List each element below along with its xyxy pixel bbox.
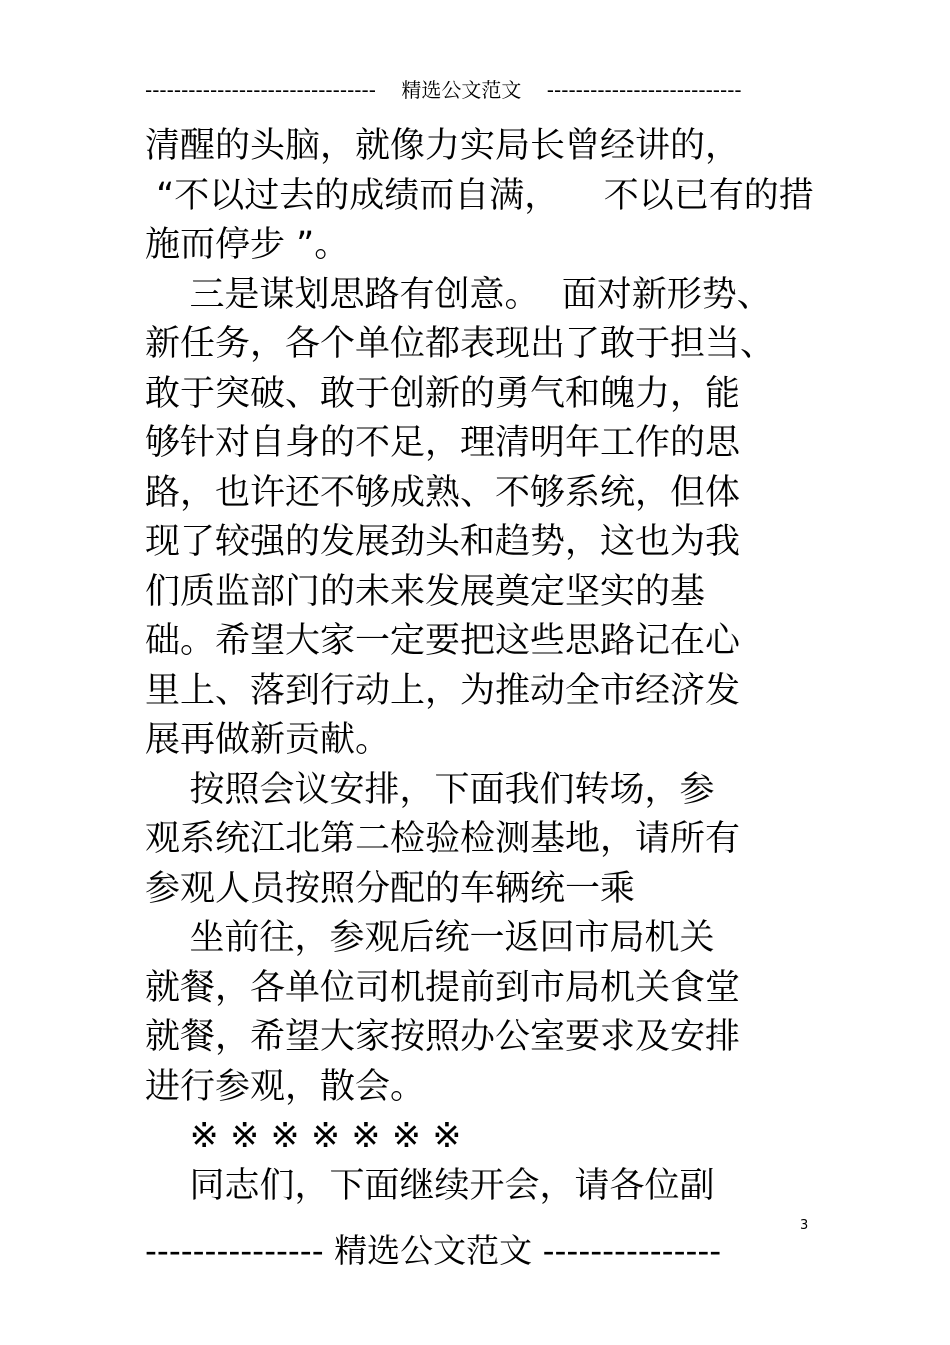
text-line: 三是谋划思路有创意。 面对新形势、 — [145, 274, 772, 315]
section-divider-marks: ※ ※ ※ ※ ※ ※ ※ — [145, 1116, 462, 1156]
text-line: 清醒的头脑，就像力实局长曾经讲的， — [145, 126, 741, 166]
text-line: 同志们，下面继续开会，请各位副 — [145, 1165, 715, 1206]
text-line: 够针对自身的不足，理清明年工作的思 — [145, 423, 741, 463]
text-line: 展再做新贡献。 — [145, 720, 391, 760]
text-line: 参观人员按照分配的车辆统一乘 — [145, 868, 636, 909]
text-line: 路，也许还不够成熟、不够系统，但体 — [145, 472, 741, 513]
text-line: 就餐，各单位司机提前到市局机关食堂 — [145, 967, 741, 1008]
text-line: 里上、落到行动上，为推动全市经济发 — [145, 670, 741, 711]
text-line: 就餐，希望大家按照办公室要求及安排 — [145, 1017, 741, 1057]
text-line: 进行参观，散会。 — [145, 1066, 426, 1107]
text-line: 础。希望大家一定要把这些思路记在心 — [145, 621, 741, 661]
text-line: 新任务，各个单位都表现出了敢于担当、 — [145, 324, 776, 364]
text-line: 施而停步 ”。 — [145, 225, 350, 265]
text-line: 按照会议安排，下面我们转场，参 — [145, 769, 715, 810]
page-header: -------------------------------- 精选公文范文 --------------------------- — [145, 78, 742, 102]
page-number: 3 — [800, 1218, 809, 1233]
text-line: 们质监部门的未来发展奠定坚实的基 — [145, 571, 706, 612]
text-line: 观系统江北第二检验检测基地，请所有 — [145, 819, 741, 859]
document-body — [145, 122, 814, 1211]
page-footer: --------------- 精选公文范文 --------------- — [145, 1231, 722, 1270]
text-line: 敢于突破、敢于创新的勇气和魄力，能 — [145, 373, 741, 414]
text-line: “不以过去的成绩而自满， 不以已有的措 — [145, 175, 814, 216]
text-line: 坐前往，参观后统一返回市局机关 — [145, 918, 715, 958]
text-line: 现了较强的发展劲头和趋势，这也为我 — [145, 522, 741, 562]
